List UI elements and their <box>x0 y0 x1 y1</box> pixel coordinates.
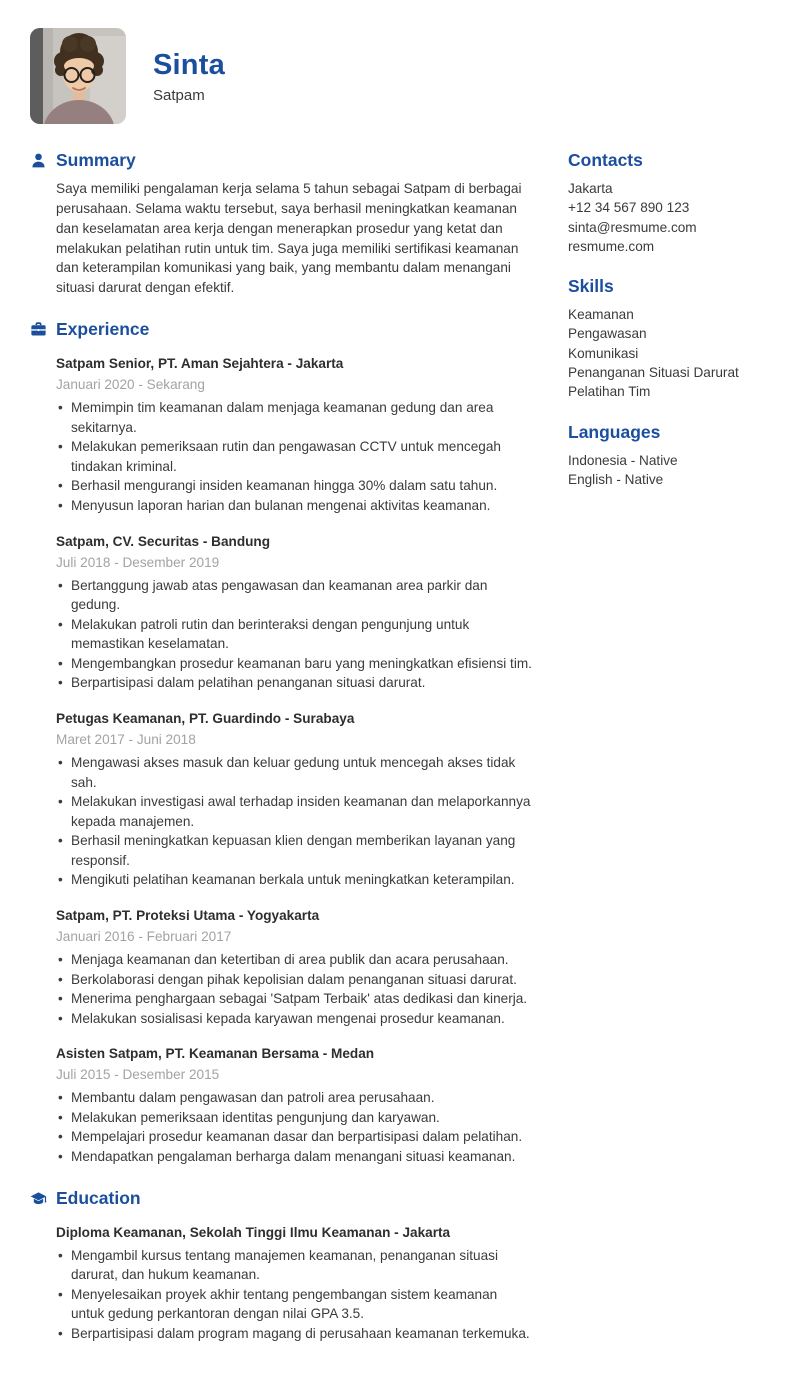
sidebar-section-skills <box>568 276 770 401</box>
job-bullet-list <box>56 576 532 693</box>
skill-item: Penanganan Situasi Darurat <box>568 365 739 381</box>
job-bullet-list <box>56 950 532 1028</box>
contact-item: sinta@resmume.com <box>568 219 697 235</box>
contact-item: resmume.com <box>568 238 655 254</box>
education-bullet-list <box>56 1246 532 1344</box>
experience-heading-label: Experience <box>56 319 150 340</box>
job-title: Satpam, CV. Securitas - Bandung <box>56 533 271 549</box>
contacts-heading: Contacts <box>568 150 643 170</box>
job-title: Petugas Keamanan, PT. Guardindo - Surabaya <box>56 710 355 726</box>
language-item: Indonesia - Native <box>568 452 678 468</box>
bullet-item: • Menyusun laporan harian dan bulanan mengenai aktivitas keamanan. <box>56 496 532 516</box>
bullet-item: • Berpartisipasi dalam pelatihan penanganan situasi darurat. <box>56 673 532 693</box>
summary-text: Saya memiliki pengalaman kerja selama 5 tahun sebagai Satpam di berbagai perusahaan. Selama waktu tersebut, saya berhasil meningkatkan keamanan dan keselamatan area kerja dengan menerapkan prosedur yang ketat dan melakukan pelatihan rutin untuk tim. Saya juga memiliki sertifikasi keamanan dan keterampilan komunikasi yang baik, yang membantu dalam menangani situasi darurat dengan efektif. <box>56 181 522 296</box>
bullet-item: • Menjaga keamanan dan ketertiban di area publik dan acara perusahaan. <box>56 950 532 970</box>
skills-list <box>568 305 770 401</box>
experience-entry-5 <box>56 1044 532 1166</box>
section-education <box>30 1188 532 1344</box>
sidebar-section-languages <box>568 422 770 490</box>
content-columns <box>30 150 770 1343</box>
job-period: Januari 2016 - Februari 2017 <box>56 928 232 944</box>
bullet-item: • Mengambil kursus tentang manajemen keamanan, penanganan situasi darurat, dan hukum keamanan. <box>56 1246 532 1285</box>
languages-heading: Languages <box>568 421 661 442</box>
skill-item: Komunikasi <box>568 345 639 361</box>
contacts-list <box>568 179 770 256</box>
portrait-illustration <box>30 28 126 124</box>
bullet-item: • Mempelajari prosedur keamanan dasar dan berpartisipasi dalam pelatihan. <box>56 1127 532 1147</box>
education-heading-label: Education <box>56 1187 141 1208</box>
bullet-item: • Bertanggung jawab atas pengawasan dan keamanan area parkir dan gedung. <box>56 576 532 615</box>
education-title: Diploma Keamanan, Sekolah Tinggi Ilmu Keamanan - Jakarta <box>56 1224 451 1240</box>
bullet-item: • Membantu dalam pengawasan dan patroli area perusahaan. <box>56 1088 532 1108</box>
bullet-item: • Berhasil mengurangi insiden keamanan hingga 30% dalam satu tahun. <box>56 476 532 496</box>
bullet-item: • Berkolaborasi dengan pihak kepolisian dalam penanganan situasi darurat. <box>56 970 532 990</box>
experience-entry-1 <box>56 354 532 515</box>
contact-item: Jakarta <box>568 181 613 196</box>
summary-heading <box>30 150 532 171</box>
person-name: Sinta <box>153 49 225 81</box>
bullet-item: • Melakukan pemeriksaan rutin dan pengawasan CCTV untuk mencegah tindakan kriminal. <box>56 437 532 476</box>
bullet-item: • Memimpin tim keamanan dalam menjaga keamanan gedung dan area sekitarnya. <box>56 398 532 437</box>
job-period: Maret 2017 - Juni 2018 <box>56 731 196 747</box>
job-bullet-list <box>56 1088 532 1166</box>
job-title: Satpam, PT. Proteksi Utama - Yogyakarta <box>56 907 320 923</box>
section-summary <box>30 150 532 298</box>
job-title: Asisten Satpam, PT. Keamanan Bersama - Medan <box>56 1046 375 1062</box>
experience-heading <box>30 319 532 340</box>
bullet-item: • Berhasil meningkatkan kepuasan klien dengan memberikan layanan yang responsif. <box>56 831 532 870</box>
main-column <box>30 150 532 1343</box>
skills-heading: Skills <box>568 276 614 297</box>
bullet-item: • Mengembangkan prosedur keamanan baru yang meningkatkan efisiensi tim. <box>56 654 532 674</box>
bullet-item: • Menerima penghargaan sebagai 'Satpam Terbaik' atas dedikasi dan kinerja. <box>56 989 532 1009</box>
bullet-item: • Melakukan sosialisasi kepada karyawan mengenai prosedur keamanan. <box>56 1009 532 1029</box>
briefcase-icon <box>30 321 47 338</box>
sidebar <box>568 150 770 489</box>
graduation-cap-icon <box>30 1190 47 1207</box>
experience-entry-2 <box>56 532 532 693</box>
skill-item: Pelatihan Tim <box>568 384 651 400</box>
header-text <box>153 28 225 124</box>
bullet-item: • Melakukan patroli rutin dan berinteraksi dengan pengunjung untuk memastikan keselamatan. <box>56 615 532 654</box>
profile-photo <box>30 28 126 124</box>
sidebar-section-contacts <box>568 150 770 256</box>
bullet-item: • Mendapatkan pengalaman berharga dalam menangani situasi keamanan. <box>56 1147 532 1167</box>
education-heading <box>30 1188 532 1209</box>
job-period: Juli 2018 - Desember 2019 <box>56 554 220 570</box>
header <box>30 28 770 124</box>
bullet-item: • Mengikuti pelatihan keamanan berkala untuk meningkatkan keterampilan. <box>56 870 532 890</box>
bullet-item: • Berpartisipasi dalam program magang di perusahaan keamanan terkemuka. <box>56 1324 532 1344</box>
job-period: Juli 2015 - Desember 2015 <box>56 1067 220 1083</box>
job-period: Januari 2020 - Sekarang <box>56 377 205 393</box>
experience-entry-3 <box>56 709 532 890</box>
bullet-item: • Melakukan investigasi awal terhadap insiden keamanan dan melaporkannya kepada manajemen. <box>56 792 532 831</box>
experience-entry-4 <box>56 906 532 1028</box>
bullet-item: • Menyelesaikan proyek akhir tentang pengembangan sistem keamanan untuk gedung perkantoran dengan nilai GPA 3.5. <box>56 1285 532 1324</box>
job-title: Satpam Senior, PT. Aman Sejahtera - Jakarta <box>56 356 344 372</box>
languages-list <box>568 451 770 490</box>
bullet-item: • Mengawasi akses masuk dan keluar gedung untuk mencegah akses tidak sah. <box>56 753 532 792</box>
skill-item: Keamanan <box>568 307 634 323</box>
contact-item: +12 34 567 890 123 <box>568 200 690 216</box>
summary-heading-label: Summary <box>56 150 136 170</box>
person-icon <box>30 152 47 169</box>
job-bullet-list <box>56 398 532 515</box>
bullet-item: • Melakukan pemeriksaan identitas pengunjung dan karyawan. <box>56 1108 532 1128</box>
section-experience <box>30 319 532 1167</box>
job-bullet-list <box>56 753 532 890</box>
person-job-title: Satpam <box>153 86 205 104</box>
skill-item: Pengawasan <box>568 326 647 342</box>
language-item: English - Native <box>568 471 664 487</box>
education-entry-1 <box>56 1223 532 1344</box>
